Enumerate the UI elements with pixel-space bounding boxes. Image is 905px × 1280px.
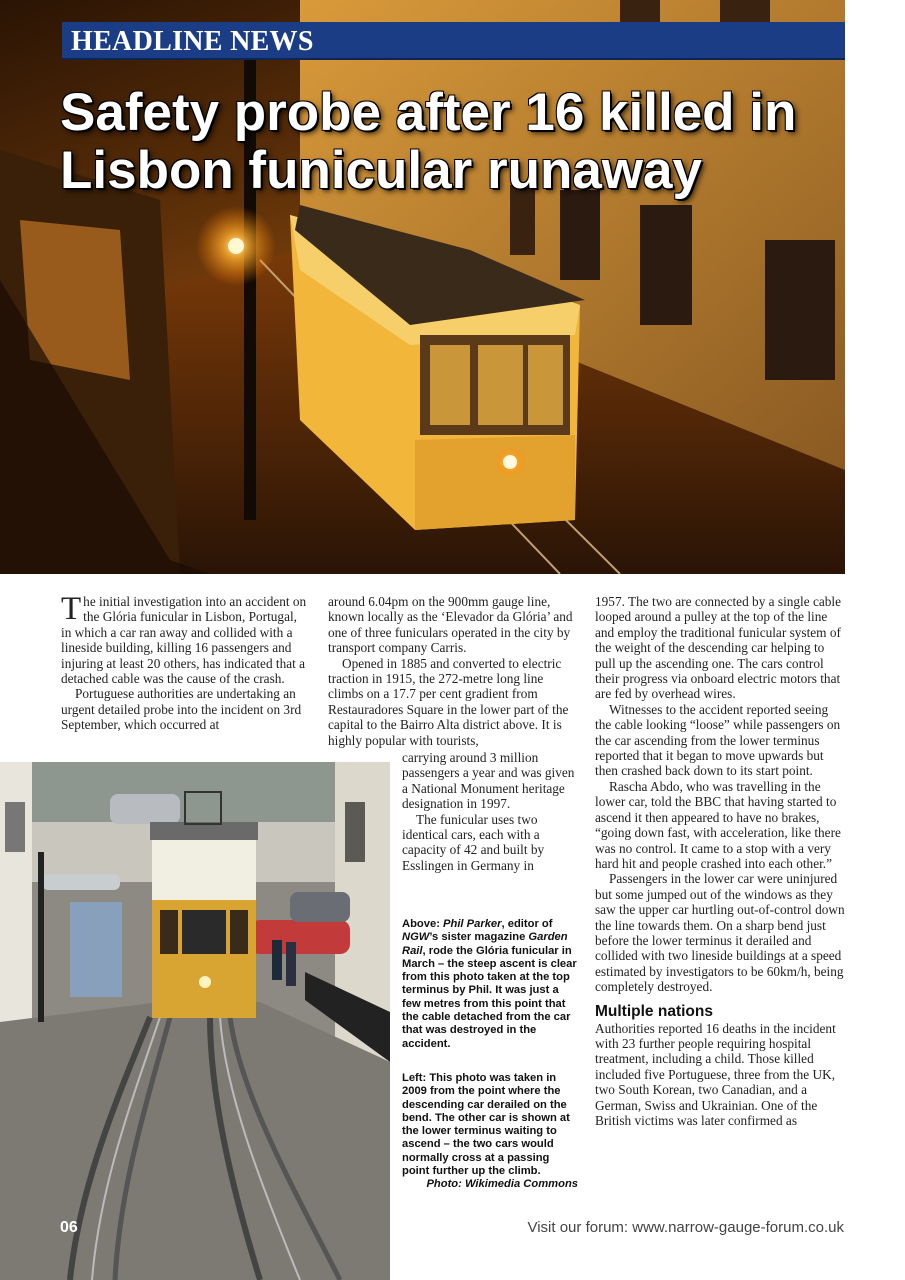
paragraph: Passengers in the lower car were uninjured but some jumped out of the windows as they saw the upper car hurtling out-of-control down the line towards them. On a sharp bend just before the lower terminus it derailed and collided with two lineside buildings at a speed estimated by investigators to be 60km/h, being completely destroyed. — [595, 871, 845, 995]
daytime-funicular-photo — [0, 762, 390, 1280]
paragraph: carrying around 3 million passengers a year and was given a National Monument heritage designation in 1997. — [402, 750, 575, 812]
paragraph: Opened in 1885 and converted to electric traction in 1915, the 272-metre long line climbs on a 17.7 per cent gradient from Restauradores Square in the lower part of the capital to the Bairro Alta district above. It is highly popular with tourists, — [328, 655, 569, 748]
article-column-1 — [61, 591, 309, 733]
paragraph: Rascha Abdo, who was travelling in the lower car, told the BBC that having started to ascend it then appeared to have no brakes, “going down fast, with acceleration, like there was no control. It came to a stop with a very hard hit and people crashed into each other.” — [595, 778, 841, 871]
paragraph: Witnesses to the accident reported seeing the cable looking “loose” while passengers on the car ascending from the lower terminus reported that it began to move upwards but then crashed back down to its start point. — [595, 701, 841, 779]
paragraph: 1957. The two are connected by a single cable looped around a pulley at the top of the line and employ the traditional funicular system of the weight of the descending car helping to pull up the ascending one. The cars control their progress via onboard electric motors that are fed by overhead wires. — [595, 594, 842, 702]
paragraph: The funicular uses two identical cars, each with a capacity of 42 and built by Esslingen in Germany in — [402, 811, 545, 873]
paragraph: Portuguese authorities are undertaking an urgent detailed probe into the incident on 3rd September, which occurred at — [61, 686, 302, 733]
subheading: Multiple nations — [595, 1002, 713, 1020]
photo-credit: Photo: Wikimedia Commons — [426, 1178, 578, 1191]
daytime-funicular-illustration — [0, 762, 390, 1280]
hero-photo — [0, 0, 845, 574]
drop-cap: T — [61, 591, 82, 627]
article-column-2-top — [328, 594, 576, 748]
paragraph: Authorities reported 16 deaths in the incident with 23 further people requiring hospital treatment, including a child. Those killed included five Portuguese, three from the UK, two South Korean, two Canadian, and a German, Swiss and Ukrainian. One of the British victims was later confirmed as — [595, 1020, 836, 1128]
article-column-3 — [595, 594, 845, 1128]
paragraph: The initial investigation into an accident on the Glória funicular in Lisbon, Portugal, in which a car ran away and collided with a lineside building, killing 16 passengers and injuring at least 20 others, has indicated that a detached cable was the cause of the crash. — [61, 591, 307, 687]
page-number: 06 — [60, 1219, 78, 1236]
forum-link[interactable]: Visit our forum: www.narrow-gauge-forum.co.uk — [527, 1219, 844, 1236]
photo-caption-left: Left: This photo was taken in 2009 from the point where the descending car derailed on the bend. The other car is shown at the lower terminus waiting to ascend – the two cars would normally cross at a passing point further up the climb. Photo: Wikimedia Commons — [402, 1072, 578, 1191]
section-banner — [62, 22, 845, 60]
headline: Safety probe after 16 killed in Lisbon funicular runaway — [60, 83, 797, 200]
article-column-2-bottom — [402, 750, 576, 873]
section-label: HEADLINE NEWS — [71, 26, 314, 57]
photo-caption-above: Above: Phil Parker, editor of NGW’s sister magazine Garden Rail, rode the Glória funicular in March – the steep ascent is clear from this photo taken at the top terminus by Phil. It was just a few metres from this point that the cable detached from the car that was destroyed in the accident. — [402, 918, 577, 1050]
paragraph: around 6.04pm on the 900mm gauge line, known locally as the ‘Elevador da Glória’ and one of three funiculars operated in the city by transport company Carris. — [328, 594, 573, 656]
